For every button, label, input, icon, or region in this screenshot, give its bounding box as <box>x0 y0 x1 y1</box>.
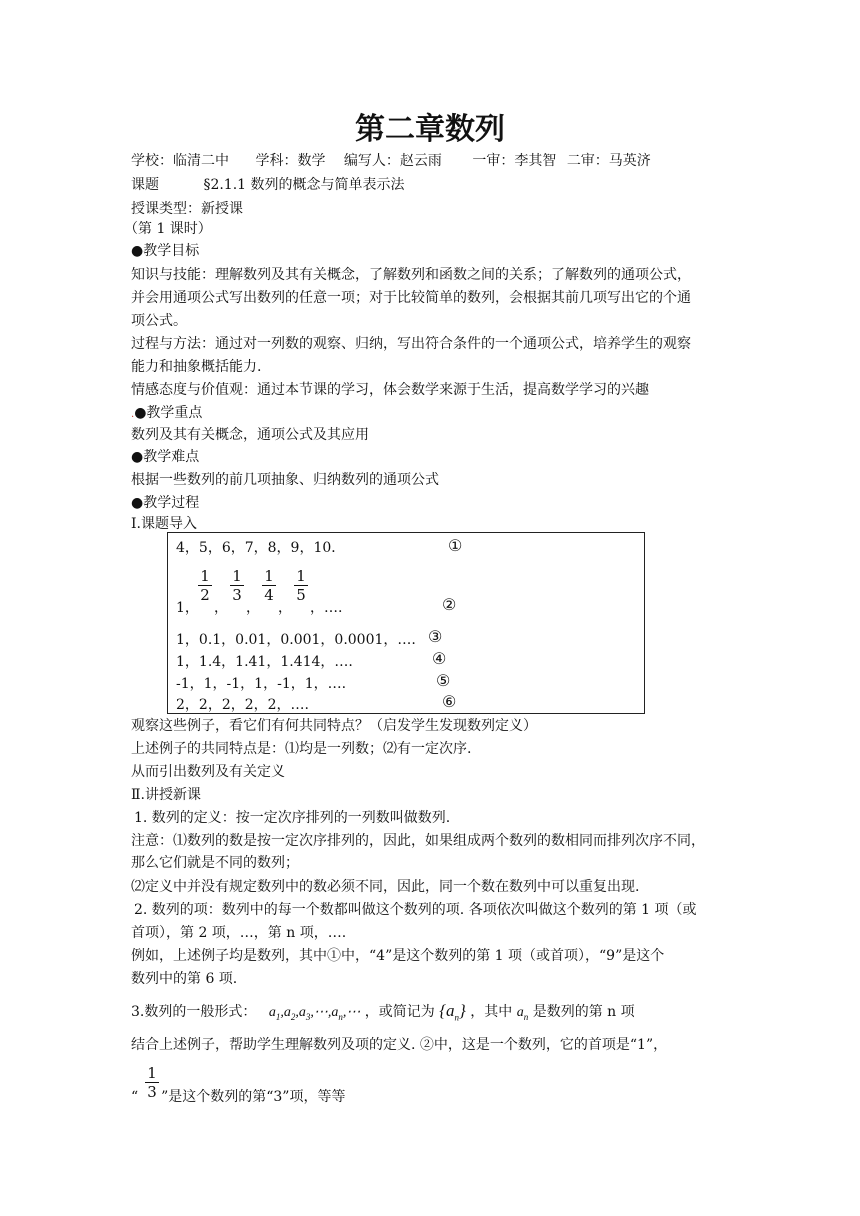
example-row-3: 1，0.1，0.01，0.001，0.0001，…. <box>176 632 416 648</box>
lesson-period: （第 1 课时） <box>124 221 212 237</box>
definition-2b: 首项），第 2 项，…，第 n 项，…. <box>131 925 347 941</box>
note-1b: 那么它们就是不同的数列； <box>131 855 299 871</box>
fraction-1-4 <box>262 567 276 604</box>
fraction-denominator: 4 <box>264 586 274 604</box>
example-row-5: -1，1，-1，1，-1，1，…. <box>176 676 347 692</box>
goals-heading: ●教学目标 <box>131 243 200 259</box>
example-mark-2: ② <box>442 595 457 614</box>
lesson-type: 授课类型：新授课 <box>131 201 243 217</box>
fraction-numerator: 1 <box>262 567 276 586</box>
lead-text: 从而引出数列及有关定义 <box>131 764 285 780</box>
difficulty-heading: ●教学难点 <box>131 449 200 465</box>
example-row-2-suffix: ，…. <box>310 600 343 616</box>
last-line <box>131 1086 345 1108</box>
definition-1: 1. 数列的定义：按一定次序排列的一列数叫做数列. <box>134 810 451 826</box>
general-form-tail-1: ，其中 <box>470 1004 513 1020</box>
last-text: ”是这个数列的第“3”项，等等 <box>161 1089 346 1105</box>
difficulty-text: 根据一些数列的前几项抽象、归纳数列的通项公式 <box>131 472 439 488</box>
goal-knowledge-1: 知识与技能：理解数列及其有关概念，了解数列和函数之间的关系；了解数列的通项公式， <box>131 267 691 283</box>
meta-subject: 学科：数学 <box>255 153 326 169</box>
fraction-1-3 <box>230 567 244 604</box>
example-row-4: 1，1.4，1.41，1.414，…. <box>176 654 353 670</box>
goal-knowledge-3: 项公式。 <box>131 313 187 329</box>
general-form-an: $a_n$ <box>516 1005 529 1022</box>
key-heading-line <box>131 402 202 426</box>
fraction-denominator: 2 <box>200 586 210 604</box>
fraction-denominator: 3 <box>147 1083 157 1101</box>
fraction-denominator: 5 <box>296 586 306 604</box>
comma: ， <box>246 600 260 616</box>
meta-review2: 二审：马英济 <box>566 153 651 169</box>
topic-text: §2.1.1 数列的概念与简单表示法 <box>203 177 405 193</box>
example-mark-3: ③ <box>428 627 443 646</box>
meta-line <box>131 150 651 172</box>
general-form-prefix: 3.数列的一般形式： <box>131 1004 257 1020</box>
meta-author: 编写人：赵云雨 <box>343 153 442 169</box>
page-title: 第二章数列 <box>355 112 505 147</box>
fraction-numerator: 1 <box>230 567 244 586</box>
fraction-1-3-inline <box>145 1064 159 1101</box>
example-mark-6: ⑥ <box>442 692 457 711</box>
key-text: 数列及其有关概念，通项公式及其应用 <box>131 427 369 443</box>
observe-text: 观察这些例子，看它们有何共同特点？（启发学生发现数列定义） <box>131 718 537 734</box>
fraction-numerator: 1 <box>294 567 308 586</box>
example-row-1: 4，5，6，7，8，9，10． <box>176 540 346 556</box>
goal-emotion: 情感态度与价值观：通过本节课的学习，体会数学来源于生活，提高数学学习的兴趣 <box>131 382 649 398</box>
comma: ， <box>214 600 228 616</box>
example-mark-4: ④ <box>432 649 447 668</box>
goal-process-2: 能力和抽象概括能力. <box>131 359 262 375</box>
new-heading: Ⅱ.讲授新课 <box>131 787 201 803</box>
example-row-2-prefix: 1， <box>176 600 199 616</box>
definition-2: 2. 数列的项：数列中的每一个数都叫做这个数列的项. 各项依次叫做这个数列的第 1 项（或 <box>134 902 697 918</box>
general-form-set: $\{a_n\}$ <box>439 1001 466 1023</box>
meta-school: 学校：临清二中 <box>131 153 229 169</box>
note-1: 注意：⑴数列的数是按一定次序排列的，因此，如果组成两个数列的数相同而排列次序不同， <box>131 833 705 849</box>
combine-text: 结合上述例子，帮助学生理解数列及项的定义. ②中，这是一个数列，它的首项是“1”， <box>131 1037 668 1053</box>
general-form-line <box>131 1000 635 1028</box>
fraction-1-2 <box>198 567 212 604</box>
process-heading: ●教学过程 <box>131 495 200 511</box>
note-2: ⑵定义中并没有规定数列中的数必须不同，因此，同一个数在数列中可以重复出现. <box>131 879 640 895</box>
topic-label: 课题 <box>131 177 159 193</box>
example-mark-5: ⑤ <box>436 671 451 690</box>
intro-heading: Ⅰ.课题导入 <box>131 516 197 532</box>
general-form-tail-2: 是数列的第 n 项 <box>532 1004 635 1020</box>
red-dot-icon: . <box>131 409 135 420</box>
example-row-6: 2，2，2，2，2，…. <box>176 697 309 713</box>
meta-review1: 一审：李其智 <box>472 153 557 169</box>
fraction-1-5 <box>294 567 308 604</box>
examples-box <box>167 532 645 714</box>
comma: ， <box>278 600 292 616</box>
goal-process-1: 过程与方法：通过对一列数的观察、归纳，写出符合条件的一个通项公式，培养学生的观察 <box>131 336 691 352</box>
fraction-numerator: 1 <box>145 1064 159 1083</box>
example-text-a: 例如，上述例子均是数列，其中①中，“4”是这个数列的第 1 项（或首项），“9”是这个 <box>131 948 665 964</box>
fraction-denominator: 3 <box>232 586 242 604</box>
topic-line <box>131 174 405 196</box>
common-text: 上述例子的共同特点是：⑴均是一列数；⑵有一定次序. <box>131 741 472 757</box>
goal-knowledge-2: 并会用通项公式写出数列的任意一项；对于比较简单的数列，会根据其前几项写出它的个通 <box>131 290 691 306</box>
example-text-b: 数列中的第 6 项. <box>131 971 238 987</box>
general-form-formula: $a_1,a_2,a_3,\cdots,a_n,\cdots$ <box>268 1005 361 1022</box>
fraction-numerator: 1 <box>198 567 212 586</box>
example-mark-1: ① <box>448 536 463 555</box>
quote-open: “ <box>131 1089 139 1105</box>
general-form-mid: ，或简记为 <box>364 1004 435 1020</box>
key-heading: ●教学重点 <box>134 405 203 421</box>
